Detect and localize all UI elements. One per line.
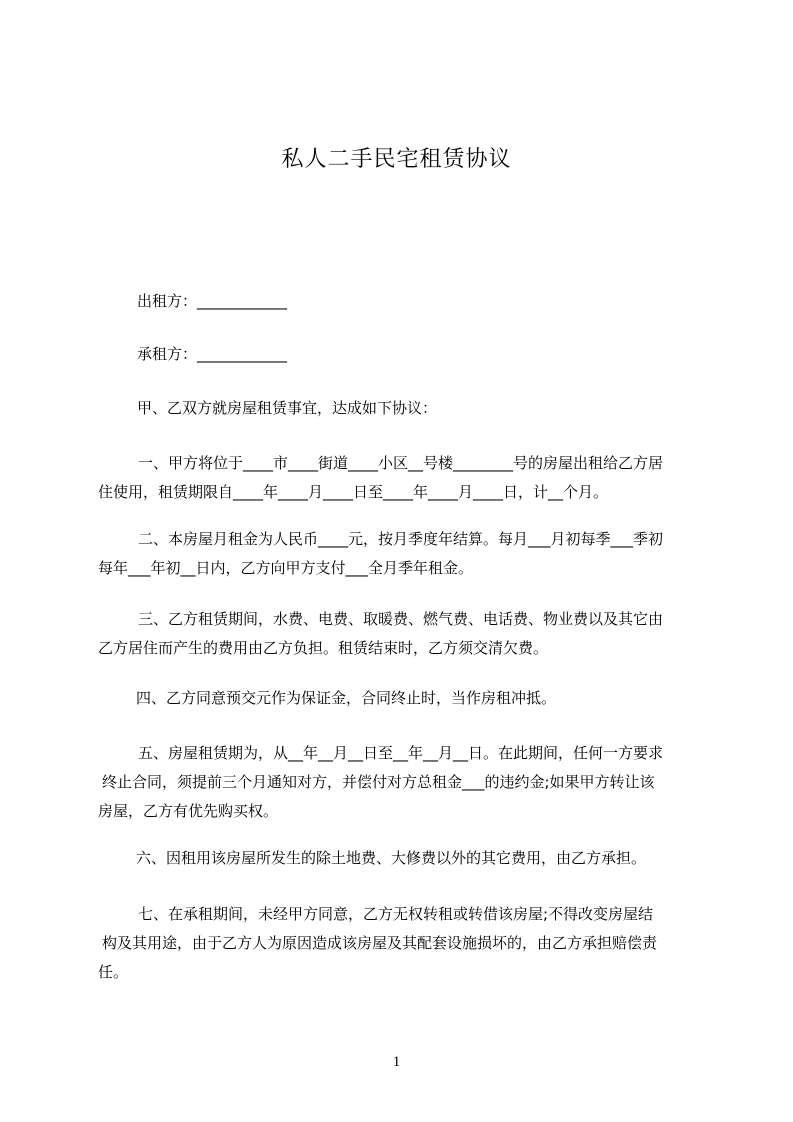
clause-3-line-2: 乙方居住而产生的费用由乙方负担。租赁结束时，乙方须交清欠费。 [98,639,549,657]
intro-line: 甲、乙双方就房屋租赁事宜，达成如下协议： [137,399,438,417]
clause-2-line-1: 二、本房屋月租金为人民币____元，按月季度年结算。每月___月初每季___季初 [138,530,664,548]
clause-7-line-2: 构及其用途，由于乙方人为原因造成该房屋及其配套设施损坏的，由乙方承担赔偿责 [102,934,658,952]
clause-5-line-3: 房屋，乙方有优先购买权。 [98,802,279,820]
clause-7 [98,900,702,987]
clause-2 [98,525,702,583]
clause-5-line-1: 五、房屋租赁期为，从__年__月__日至__年__月__日。在此期间，任何一方要求 [138,744,664,762]
clause-3-line-1: 三、乙方租赁期间，水费、电费、取暖费、燃气费、电话费、物业费以及其它由 [138,610,664,628]
clause-2-line-2: 每年___年初__日内，乙方向甲方支付___全月季年租金。 [98,559,474,577]
lessee-line: 承租方：____________ [137,345,288,363]
clause-1-line-1: 一、甲方将位于____市____街道____小区__号楼________号的房屋出租给乙方居 [138,454,664,472]
clause-1-line-2: 住使用，租赁期限自____年____月____日至____年____月____日，计__个月。 [98,483,609,501]
clause-7-line-1: 七、在承租期间，未经甲方同意，乙方无权转租或转借该房屋;不得改变房屋结 [138,905,654,923]
clause-5-line-2: 终止合同，须提前三个月通知对方，并偿付对方总租金___的违约金;如果甲方转让该 [102,773,655,791]
lessor-line: 出租方：____________ [137,292,288,310]
clause-6-line-1: 六、因租用该房屋所发生的除土地费、大修费以外的其它费用，由乙方承担。 [136,849,647,867]
clause-3 [98,605,702,663]
clause-1 [98,449,702,507]
clause-4 [98,684,702,713]
clause-4-line-1: 四、乙方同意预交元作为保证金，合同终止时，当作房租冲抵。 [136,689,557,707]
clause-6 [98,844,702,873]
clause-7-line-3: 任。 [98,963,129,981]
clause-5 [98,739,702,826]
document-title: 私人二手民宅租赁协议 [281,147,512,172]
page-number: 1 [392,1054,401,1070]
